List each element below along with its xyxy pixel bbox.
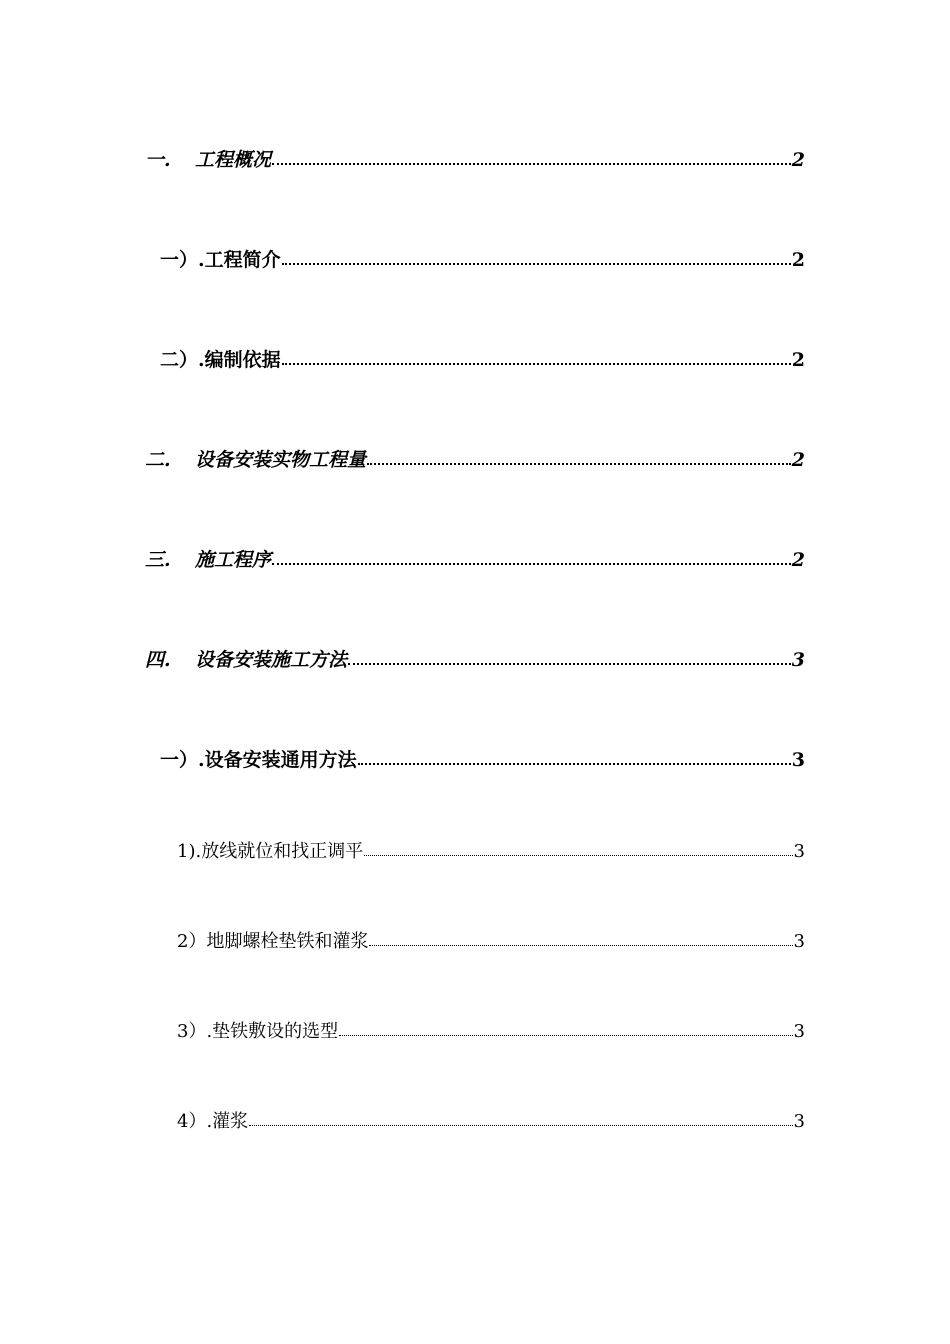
toc-entry-tongyong-fangfa[interactable] <box>160 748 805 772</box>
toc-page-number: 3 <box>793 1021 805 1042</box>
toc-entry-fangxian-jiuwei[interactable] <box>177 840 805 864</box>
toc-page-number: 2 <box>791 349 805 371</box>
toc-entry-title: 设备安装施工方法 <box>195 649 348 671</box>
toc-entry-title: 3）.垫铁敷设的选型 <box>177 1021 339 1042</box>
toc-dot-leader <box>249 1113 792 1127</box>
toc-dot-leader <box>282 352 791 366</box>
toc-dot-leader <box>364 843 792 857</box>
toc-page-number: 3 <box>791 749 805 771</box>
toc-entry-title: 一）.工程简介 <box>160 249 281 271</box>
toc-dot-leader <box>348 652 791 666</box>
toc-dot-leader <box>358 752 791 766</box>
toc-entry-shebei-anzhuang-gongchengliang[interactable] <box>145 448 805 472</box>
toc-dot-leader <box>272 552 791 566</box>
toc-entry-title: 1).放线就位和找正调平 <box>177 841 364 862</box>
toc-entry-diantie-xuanxing[interactable] <box>177 1020 805 1044</box>
toc-entry-shigong-chengxu[interactable] <box>145 548 805 572</box>
toc-page-number: 3 <box>793 931 805 952</box>
toc-dot-leader <box>339 1023 792 1037</box>
toc-dot-leader <box>272 152 791 166</box>
toc-page-number: 3 <box>793 841 805 862</box>
toc-entry-shebei-anzhuang-fangfa[interactable] <box>145 648 805 672</box>
toc-entry-title: 工程概况 <box>195 149 272 171</box>
toc-dot-leader <box>367 452 791 466</box>
toc-entry-title: 4）.灌浆 <box>177 1111 249 1132</box>
toc-page-number: 3 <box>793 1111 805 1132</box>
toc-entry-gongcheng-gaikuang[interactable] <box>145 148 805 172</box>
toc-page-number: 2 <box>791 149 805 171</box>
toc-entry-number: 三. <box>145 549 171 571</box>
toc-entry-guanjiang[interactable] <box>177 1110 805 1134</box>
toc-entry-number: 一. <box>145 149 171 171</box>
toc-entry-number: 四. <box>145 649 171 671</box>
toc-entry-bianzhi-yiju[interactable] <box>160 348 805 372</box>
toc-page-number: 2 <box>791 449 805 471</box>
toc-entry-gongcheng-jianjie[interactable] <box>160 248 805 272</box>
toc-entry-number: 二. <box>145 449 171 471</box>
toc-entry-title: 2）地脚螺栓垫铁和灌浆 <box>177 931 369 952</box>
toc-page-number: 3 <box>791 649 805 671</box>
toc-entry-title: 二）.编制依据 <box>160 349 281 371</box>
toc-page-number: 2 <box>791 249 805 271</box>
toc-entry-title: 施工程序 <box>195 549 272 571</box>
toc-dot-leader <box>369 933 792 947</box>
toc-entry-dijiao-luoshuan[interactable] <box>177 930 805 954</box>
toc-entry-title: 设备安装实物工程量 <box>195 449 367 471</box>
toc-dot-leader <box>282 252 791 266</box>
toc-page-number: 2 <box>791 549 805 571</box>
toc-entry-title: 一）.设备安装通用方法 <box>160 749 357 771</box>
